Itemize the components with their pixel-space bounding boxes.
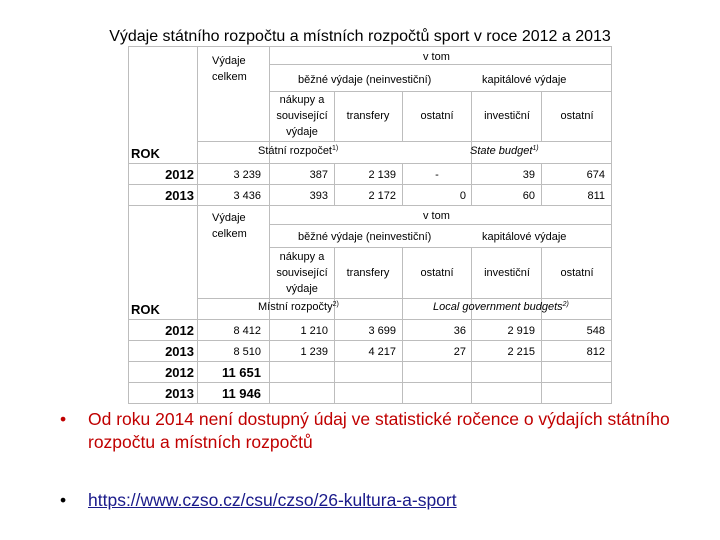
header-nakupy: související — [276, 110, 328, 122]
header-nakupy: nákupy a — [279, 94, 325, 106]
header-investicni: investiční — [484, 267, 530, 279]
bullet-marker: • — [60, 490, 67, 510]
row-year: 2012 — [165, 365, 194, 380]
cell-investicni: 39 — [522, 169, 535, 181]
budget-table — [128, 46, 612, 404]
header-vydaje-celkem: celkem — [212, 228, 247, 240]
header-v-tom: v tom — [423, 210, 450, 222]
cell-vydaje-celkem: 8 510 — [233, 346, 261, 358]
cell-transfery: 4 217 — [368, 346, 396, 358]
czso-link[interactable]: https://www.czso.cz/csu/czso/26-kultura-a-sport — [88, 490, 457, 510]
cell-ostatni-kapitalove: 674 — [586, 169, 605, 181]
header-vydaje-celkem: celkem — [212, 71, 247, 83]
header-ostatni: ostatní — [420, 110, 454, 122]
section-statni-rozpocet: Státní rozpočet$^{1)}$ — [258, 145, 339, 157]
row-year: 2013 — [165, 386, 194, 401]
bullet-note — [60, 408, 700, 454]
header-v-tom: v tom — [423, 51, 450, 63]
header-vydaje-celkem: Výdaje — [212, 212, 246, 224]
cell-nakupy: 393 — [309, 190, 328, 202]
cell-ostatni-kapitalove: 812 — [586, 346, 605, 358]
cell-vydaje-celkem: 3 239 — [233, 169, 261, 181]
bullet-note-text: Od roku 2014 není dostupný údaj ve statistické ročence o výdajích státního rozpočtu a místních rozpočtů — [88, 409, 670, 452]
bullet-list — [60, 408, 700, 511]
header-ostatni-kapitalove: ostatní — [560, 110, 594, 122]
header-ostatni-kapitalove: ostatní — [560, 267, 594, 279]
header-nakupy: nákupy a — [279, 251, 325, 263]
section-mistni-rozpocty: Místní rozpočty$^{2)}$ — [258, 301, 339, 313]
row-year: 2012 — [165, 323, 194, 338]
bullet-link — [60, 490, 700, 511]
cell-transfery: 3 699 — [368, 325, 396, 337]
header-kapitalove-vydaje: kapitálové výdaje — [482, 74, 567, 86]
cell-ostatni: 27 — [453, 346, 466, 358]
page-title: Výdaje státního rozpočtu a místních rozpočtů sport v roce 2012 a 2013 — [109, 28, 611, 45]
row-year: 2013 — [165, 188, 194, 203]
rok-label: ROK — [131, 146, 160, 161]
rok-label: ROK — [131, 302, 160, 317]
header-vydaje-celkem: Výdaje — [212, 55, 246, 67]
section-local-government-budgets: Local government budgets$^{2)}$ — [433, 301, 569, 313]
section-state-budget: State budget$^{1)}$ — [470, 145, 539, 157]
cell-ostatni-kapitalove: 811 — [587, 190, 605, 202]
header-nakupy: výdaje — [286, 283, 318, 295]
cell-nakupy: 1 210 — [300, 325, 328, 337]
cell-investicni: 2 215 — [507, 346, 535, 358]
header-nakupy: výdaje — [286, 126, 318, 138]
cell-ostatni-kapitalove: 548 — [586, 325, 605, 337]
cell-nakupy: 387 — [309, 169, 328, 181]
cell-transfery: 2 139 — [368, 169, 396, 181]
header-nakupy: související — [276, 267, 328, 279]
bullet-marker: • — [60, 409, 67, 429]
header-bezne-vydaje: běžné výdaje (neinvestiční) — [298, 231, 432, 243]
cell-ostatni: 36 — [453, 325, 466, 337]
header-transfery: transfery — [346, 110, 390, 122]
cell-transfery: 2 172 — [368, 190, 396, 202]
cell-investicni: 60 — [522, 190, 535, 202]
cell-ostatni: 0 — [459, 190, 466, 202]
cell-total: 11 651 — [221, 365, 261, 380]
cell-total: 11 946 — [221, 386, 261, 401]
cell-vydaje-celkem: 3 436 — [233, 190, 261, 202]
cell-vydaje-celkem: 8 412 — [233, 325, 261, 337]
header-ostatni: ostatní — [420, 267, 454, 279]
cell-ostatni: - — [435, 169, 439, 181]
row-year: 2012 — [165, 167, 194, 182]
cell-investicni: 2 919 — [507, 325, 535, 337]
header-investicni: investiční — [484, 110, 530, 122]
header-bezne-vydaje: běžné výdaje (neinvestiční) — [298, 74, 432, 86]
row-year: 2013 — [165, 344, 194, 359]
header-kapitalove-vydaje: kapitálové výdaje — [482, 231, 567, 243]
cell-nakupy: 1 239 — [300, 346, 328, 358]
header-transfery: transfery — [346, 267, 390, 279]
